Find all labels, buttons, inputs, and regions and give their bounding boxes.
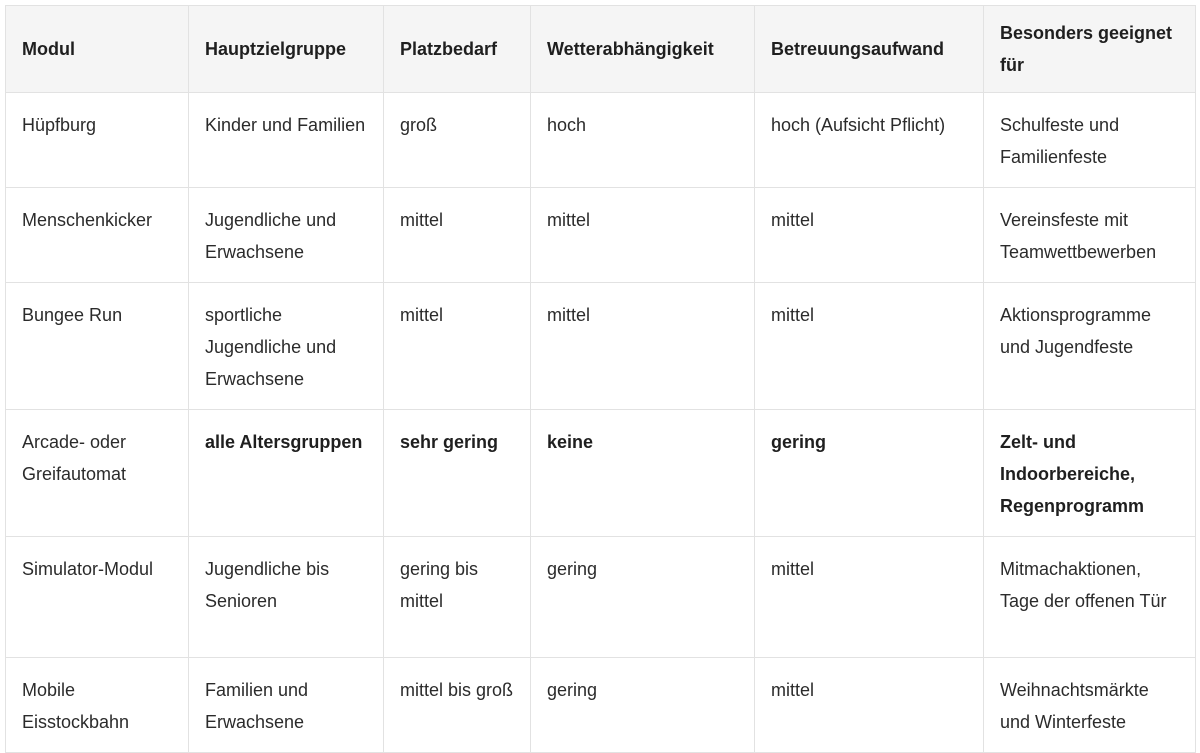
header-betreuungsaufwand: Betreuungsaufwand	[755, 6, 984, 93]
table-cell-geeignet: Weihnachtsmärkte und Winterfeste	[984, 658, 1196, 753]
table-cell-modul: Bungee Run	[6, 283, 189, 410]
table-cell-geeignet: Zelt- und Indoorbereiche, Regenprogramm	[984, 410, 1196, 537]
table-row	[6, 93, 1196, 188]
table-cell-zielgruppe: Kinder und Familien	[189, 93, 384, 188]
table-cell-betreuung: mittel	[755, 283, 984, 410]
table-cell-zielgruppe: Familien und Erwachsene	[189, 658, 384, 753]
table-cell-wetter: hoch	[531, 93, 755, 188]
table-row	[6, 283, 1196, 410]
table-cell-zielgruppe: alle Altersgruppen	[189, 410, 384, 537]
table-cell-platzbedarf: mittel bis groß	[384, 658, 531, 753]
table-row-highlighted	[6, 410, 1196, 537]
header-wetterabhaengigkeit: Wetterabhängigkeit	[531, 6, 755, 93]
table-cell-betreuung: gering	[755, 410, 984, 537]
table-cell-modul: Simulator-Modul	[6, 537, 189, 658]
table-cell-wetter: mittel	[531, 188, 755, 283]
table-cell-wetter: mittel	[531, 283, 755, 410]
table-cell-modul: Arcade- oder Greifautomat	[6, 410, 189, 537]
table-cell-wetter: keine	[531, 410, 755, 537]
table-cell-betreuung: hoch (Aufsicht Pflicht)	[755, 93, 984, 188]
module-comparison-table	[5, 5, 1196, 753]
table-cell-betreuung: mittel	[755, 188, 984, 283]
table-cell-geeignet: Vereinsfeste mit Teamwettbewerben	[984, 188, 1196, 283]
header-hauptzielgruppe: Hauptzielgruppe	[189, 6, 384, 93]
table-cell-betreuung: mittel	[755, 537, 984, 658]
table-cell-geeignet: Schulfeste und Familienfeste	[984, 93, 1196, 188]
table-row	[6, 188, 1196, 283]
table-row	[6, 658, 1196, 753]
comparison-table-container	[5, 5, 1195, 753]
table-cell-zielgruppe: sportliche Jugendliche und Erwachsene	[189, 283, 384, 410]
table-row	[6, 537, 1196, 658]
table-cell-geeignet: Aktionsprogramme und Jugendfeste	[984, 283, 1196, 410]
table-cell-platzbedarf: mittel	[384, 188, 531, 283]
table-cell-platzbedarf: mittel	[384, 283, 531, 410]
header-platzbedarf: Platzbedarf	[384, 6, 531, 93]
header-modul: Modul	[6, 6, 189, 93]
header-besonders-geeignet: Besonders geeignet für	[984, 6, 1196, 93]
table-cell-zielgruppe: Jugendliche und Erwachsene	[189, 188, 384, 283]
table-cell-modul: Mobile Eisstockbahn	[6, 658, 189, 753]
table-cell-betreuung: mittel	[755, 658, 984, 753]
table-cell-wetter: gering	[531, 658, 755, 753]
table-cell-wetter: gering	[531, 537, 755, 658]
table-cell-modul: Hüpfburg	[6, 93, 189, 188]
table-cell-modul: Menschenkicker	[6, 188, 189, 283]
table-header-row	[6, 6, 1196, 93]
table-cell-geeignet: Mitmachaktionen, Tage der offenen Tür	[984, 537, 1196, 658]
table-cell-platzbedarf: sehr gering	[384, 410, 531, 537]
table-cell-platzbedarf: gering bis mittel	[384, 537, 531, 658]
table-cell-platzbedarf: groß	[384, 93, 531, 188]
table-cell-zielgruppe: Jugendliche bis Senioren	[189, 537, 384, 658]
